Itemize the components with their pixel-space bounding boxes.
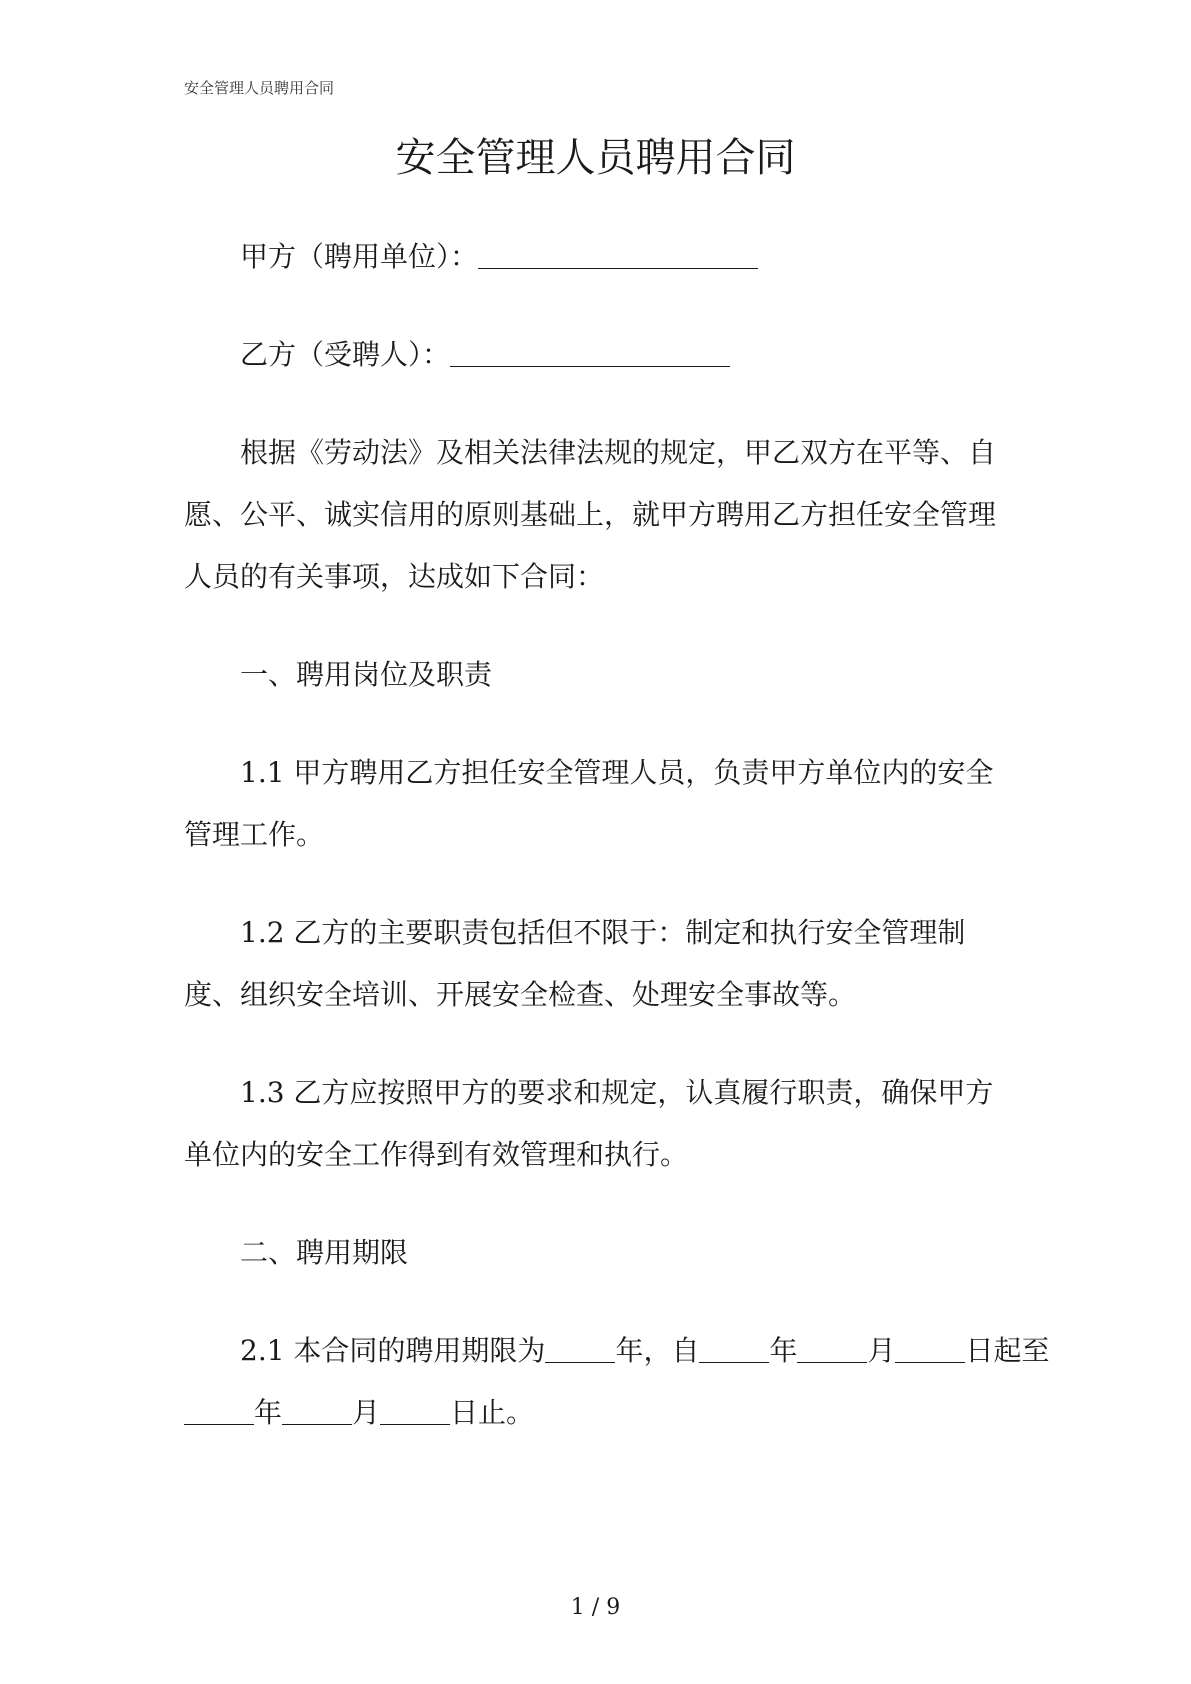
clause-1-2-line: 1.2 乙方的主要职责包括但不限于：制定和执行安全管理制 [240, 916, 966, 949]
preamble-line: 人员的有关事项，达成如下合同： [184, 560, 605, 593]
clause-2-1-text: 月 [867, 1334, 896, 1367]
clause-2-1-text: 年 [769, 1334, 798, 1367]
clause-1-3-line: 1.3 乙方应按照甲方的要求和规定，认真履行职责，确保甲方 [240, 1076, 994, 1109]
party-a-label: 甲方（聘用单位）： [240, 240, 479, 273]
clause-2-1-text: 日止。 [450, 1396, 535, 1429]
start-year-blank [699, 1332, 769, 1363]
start-day-blank [895, 1332, 965, 1363]
clause-2-1-line [184, 1320, 1050, 1382]
party-b-blank [450, 336, 730, 367]
document-title: 安全管理人员聘用合同 [395, 135, 796, 181]
clause-2-1-line [184, 1382, 1004, 1444]
party-a-blank [478, 238, 758, 269]
preamble-line: 根据《劳动法》及相关法律法规的规定，甲乙双方在平等、自 [240, 436, 997, 469]
clause-2-1-text: 年，自 [615, 1334, 700, 1367]
party-a-line [184, 226, 1004, 288]
clause-2-1-text: 日起至 [965, 1334, 1050, 1367]
section-1-heading: 一、聘用岗位及职责 [240, 658, 493, 691]
clause-2-1-text: 月 [352, 1396, 381, 1429]
document-body [184, 226, 1050, 1444]
preamble-line: 愿、公平、诚实信用的原则基础上，就甲方聘用乙方担任安全管理 [184, 498, 997, 531]
party-b-line [184, 324, 1004, 386]
clause-1-2-line: 度、组织安全培训、开展安全检查、处理安全事故等。 [184, 978, 857, 1011]
clause-1-1-line: 1.1 甲方聘用乙方担任安全管理人员，负责甲方单位内的安全 [240, 756, 994, 789]
end-month-blank [282, 1394, 352, 1425]
party-b-label: 乙方（受聘人）： [240, 338, 451, 371]
clause-1-3-line: 单位内的安全工作得到有效管理和执行。 [184, 1138, 689, 1171]
page-number: 1 / 9 [570, 1595, 621, 1620]
clause-2-1-text: 2.1 本合同的聘用期限为 [240, 1334, 546, 1367]
running-header: 安全管理人员聘用合同 [184, 79, 335, 97]
term-years-blank [545, 1332, 615, 1363]
clause-2-1-text: 年 [254, 1396, 283, 1429]
section-2-heading: 二、聘用期限 [240, 1236, 409, 1269]
end-day-blank [380, 1394, 450, 1425]
end-year-blank [184, 1394, 254, 1425]
clause-1-1-line: 管理工作。 [184, 818, 325, 851]
start-month-blank [797, 1332, 867, 1363]
